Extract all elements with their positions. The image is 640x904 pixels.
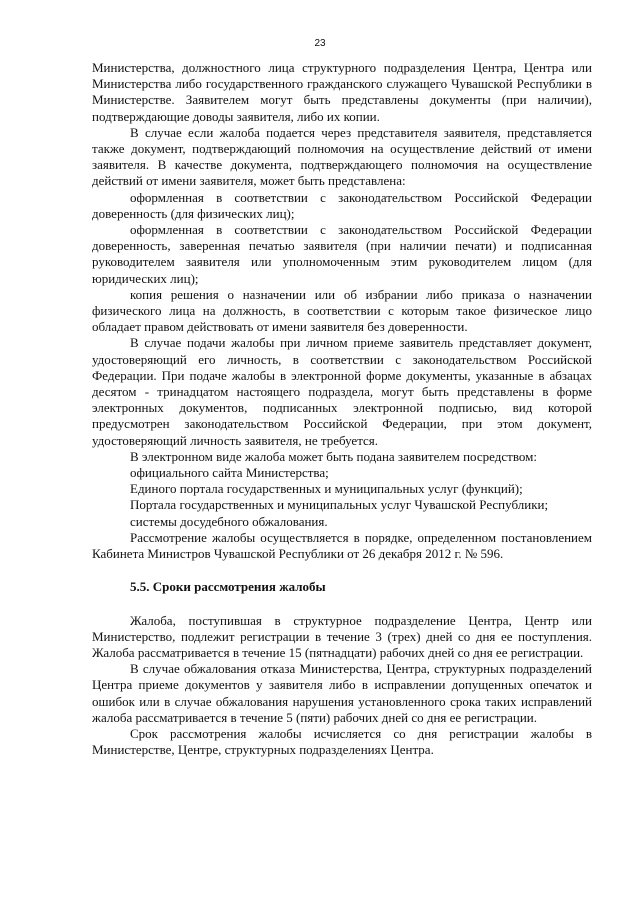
paragraph: В электронном виде жалоба может быть подана заявителем посредством: [130, 448, 537, 464]
list-item: системы досудебного обжалования. [130, 513, 328, 529]
list-item: Портала государственных и муниципальных услуг Чувашской Республики; [130, 497, 549, 513]
list-item: копия решения о назначении или об избрании либо приказа о назначении физического лица на должность, в соответствии с которым такое физическое лицо обладает правом действовать от имени заявителя без доверенности. [92, 286, 592, 335]
document-body [92, 60, 592, 758]
list-item: оформленная в соответствии с законодательством Российской Федерации доверенность (для физических лиц); [92, 189, 592, 221]
list-item: официального сайта Министерства; [130, 465, 329, 481]
paragraph: Рассмотрение жалобы осуществляется в порядке, определенном постановлением Кабинета Министров Чувашской Республики от 26 декабря 2012 г. № 596. [92, 529, 592, 562]
paragraph: В случае обжалования отказа Министерства, Центра, структурных подразделений Центра приеме документов у заявителя либо в исправлении допущенных опечаток и ошибок или в случае обжалования нарушения установленного срока таких исправлений жалоба рассматривается в течение 5 (пяти) рабочих дней со дня ее регистрации. [92, 661, 592, 725]
paragraph: Жалоба, поступившая в структурное подразделение Центра, Центр или Министерство, подлежит регистрации в течение 3 (трех) дней со дня ее поступления. Жалоба рассматривается в течение 15 (пятнадцати) рабочих дней со дня ее регистрации. [92, 612, 592, 660]
spacer [92, 596, 592, 613]
page-number: 23 [314, 38, 326, 49]
paragraph: Министерства, должностного лица структурного подразделения Центра, Центра или Министерства либо государственного гражданского служащего Чувашской Республики в Министерстве. Заявителем могут быть представлены документы (при наличии), подтверждающие доводы заявителя, либо их копии. [92, 60, 592, 124]
paragraph: Срок рассмотрения жалобы исчисляется со дня регистрации жалобы в Министерстве, Центре, структурных подразделениях Центра. [92, 725, 592, 758]
spacer [92, 562, 592, 579]
list-item: Единого портала государственных и муниципальных услуг (функций); [130, 481, 523, 497]
list-item: оформленная в соответствии с законодательством Российской Федерации доверенность, заверенная печатью заявителя (при наличии печати) и подписанная руководителем заявителя или уполномоченным этим руководителем лицом (для юридических лиц); [92, 222, 592, 286]
paragraph: В случае если жалоба подается через представителя заявителя, представляется также документ, подтверждающий полномочия на осуществление действий от имени заявителя. В качестве документа, подтверждающего полномочия на осуществление действий от имени заявителя, может быть представлена: [92, 124, 592, 189]
paragraph: В случае подачи жалобы при личном приеме заявитель представляет документ, удостоверяющий его личность, в соответствии с законодательством Российской Федерации. При подаче жалобы в электронной форме документы, указанные в абзацах десятом - тринадцатом настоящего подраздела, могут быть представлены в форме электронных документов, подписанных электронной подписью, вид которой предусмотрен законодательством Российской Федерации, при этом документ, удостоверяющий личность заявителя, не требуется. [92, 335, 592, 448]
section-heading: 5.5. Сроки рассмотрения жалобы [130, 579, 326, 595]
